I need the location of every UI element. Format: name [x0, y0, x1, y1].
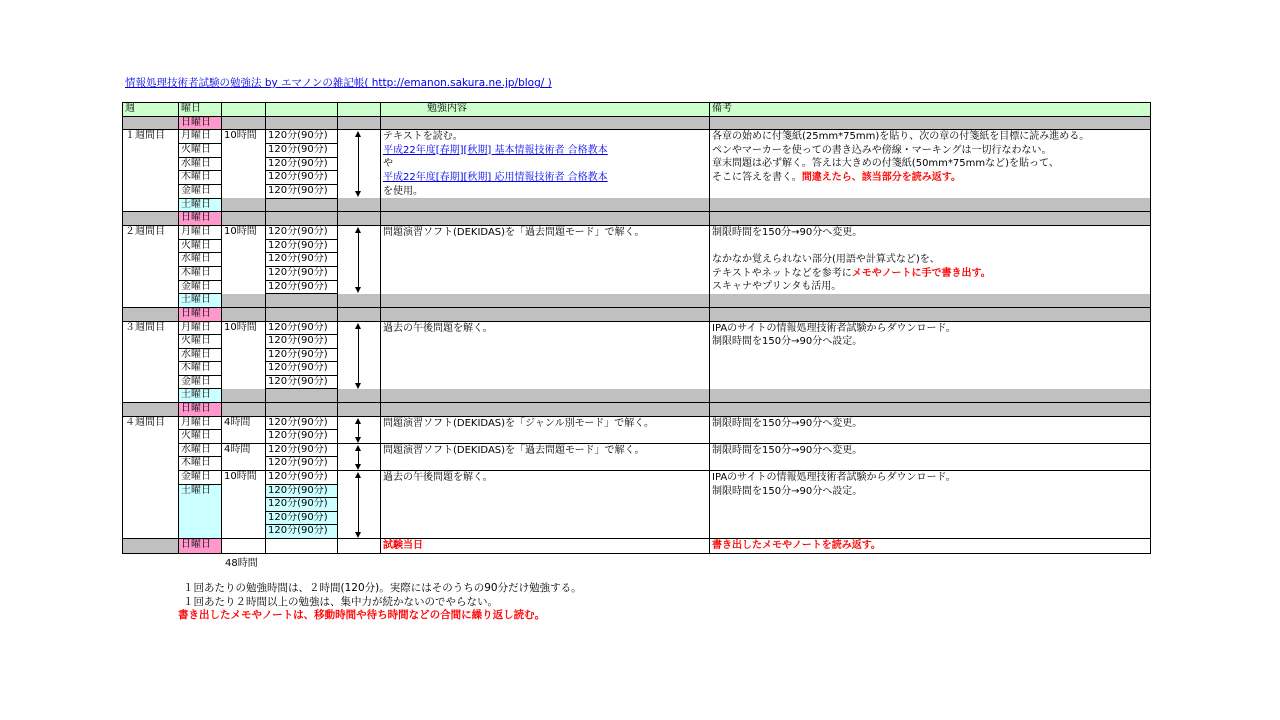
text-segment: メモやノートに手で書き出す。	[851, 267, 991, 279]
time-cell: 120分(90分)	[266, 321, 338, 335]
hours-cell: 10時間	[222, 225, 266, 293]
day-cell: 水曜日	[179, 348, 222, 362]
content-line: 過去の午後問題を解く。	[383, 322, 493, 334]
arrow-cell	[338, 225, 381, 293]
notes-blank	[710, 389, 1151, 403]
text-line	[712, 322, 1148, 336]
hours-cell: 4時間	[222, 443, 266, 470]
content-blank	[381, 307, 710, 321]
time-cell: 120分(90分)	[266, 362, 338, 376]
header-day: 曜日	[179, 103, 222, 117]
day-cell-saturday: 土曜日	[179, 198, 222, 212]
time-cell: 120分(90分)	[266, 143, 338, 157]
hours-blank	[222, 294, 266, 308]
time-blank	[266, 198, 338, 212]
time-cell: 120分(90分)	[266, 130, 338, 144]
day-cell-saturday: 土曜日	[179, 484, 222, 538]
header-time	[266, 103, 338, 117]
double-arrow-icon	[355, 418, 362, 443]
saturday-row	[123, 294, 1151, 308]
arrow-blank	[338, 307, 381, 321]
hours-cell: 4時間	[222, 416, 266, 443]
content-blank	[381, 294, 710, 308]
exam-day-content	[381, 539, 710, 554]
day-cell: 火曜日	[179, 143, 222, 157]
sunday-row	[123, 212, 1151, 226]
text-segment: 章末問題は必ず解く。答えは大きめの付箋紙(50mm*75mmなど)を貼って、	[712, 158, 1059, 170]
time-blank	[266, 539, 338, 554]
content-line: 問題演習ソフト(DEKIDAS)を「過去問題モード」で解く。	[383, 444, 645, 456]
day-cell-sunday: 日曜日	[179, 212, 222, 226]
hours-blank	[222, 389, 266, 403]
week-label: ３週間目	[123, 321, 179, 403]
exam-day-note: 書き出したメモやノートを読み返す。	[712, 540, 881, 551]
notes-cell	[710, 443, 1151, 470]
notes-blank	[710, 212, 1151, 226]
text-segment: テキストやネットなどを参考に	[712, 267, 852, 279]
day-cell: 火曜日	[179, 239, 222, 253]
content-blank	[381, 116, 710, 130]
content-line: を使用。	[383, 185, 423, 197]
text-line	[712, 280, 1148, 294]
footnote-2: １回あたり２時間以上の勉強は、集中力が続かないのでやらない。	[183, 596, 498, 608]
time-cell: 120分(90分)	[266, 443, 338, 457]
arrow-shaft	[358, 423, 359, 438]
header-content: 勉強内容	[381, 103, 710, 117]
arrow-down-head	[355, 191, 361, 197]
notes-blank	[710, 307, 1151, 321]
notes-cell	[710, 130, 1151, 198]
arrow-shaft	[358, 136, 359, 192]
day-cell-sunday: 日曜日	[179, 116, 222, 130]
day-cell-sunday: 日曜日	[179, 307, 222, 321]
week-label-blank	[123, 403, 179, 417]
notes-blank	[710, 116, 1151, 130]
notes-cell	[710, 471, 1151, 539]
day-cell: 金曜日	[179, 184, 222, 198]
time-cell: 120分(90分)	[266, 239, 338, 253]
time-cell: 120分(90分)	[266, 457, 338, 471]
content-blank	[381, 403, 710, 417]
week-label-blank	[123, 307, 179, 321]
weekday-row	[123, 130, 1151, 144]
day-cell: 月曜日	[179, 225, 222, 239]
double-arrow-icon	[355, 472, 362, 538]
study-content	[381, 471, 710, 539]
week-label-blank	[123, 116, 179, 130]
hours-blank	[222, 403, 266, 417]
arrow-blank	[338, 403, 381, 417]
day-cell: 水曜日	[179, 443, 222, 457]
time-cell: 120分(90分)	[266, 266, 338, 280]
arrow-down-head	[355, 464, 361, 470]
time-cell: 120分(90分)	[266, 525, 338, 539]
notes-cell	[710, 225, 1151, 293]
note-line: IPAのサイトの情報処理技術者試験からダウンロード。	[712, 472, 956, 484]
notes-cell	[710, 321, 1151, 389]
header-notes: 備考	[710, 103, 1151, 117]
study-content	[381, 321, 710, 389]
note-line: 制限時間を150分→90分へ変更。	[712, 444, 863, 456]
weekday-row	[123, 225, 1151, 239]
book-link[interactable]: 平成22年度[春期][秋期] 基本情報技術者 合格教本	[383, 144, 608, 156]
day-cell: 水曜日	[179, 253, 222, 267]
time-cell: 120分(90分)	[266, 225, 338, 239]
arrow-blank	[338, 212, 381, 226]
day-cell: 月曜日	[179, 321, 222, 335]
time-cell: 120分(90分)	[266, 484, 338, 498]
day-cell: 水曜日	[179, 157, 222, 171]
content-line: 問題演習ソフト(DEKIDAS)を「ジャンル別モード」で解く。	[383, 417, 654, 429]
hours-cell: 10時間	[222, 471, 266, 539]
day-cell-sunday: 日曜日	[179, 539, 222, 554]
week-label-blank	[123, 539, 179, 554]
hours-blank	[222, 116, 266, 130]
double-arrow-icon	[355, 227, 362, 293]
study-content	[381, 443, 710, 470]
day-cell: 金曜日	[179, 375, 222, 389]
text-line	[712, 239, 1148, 253]
day-cell: 木曜日	[179, 457, 222, 471]
day-cell-saturday: 土曜日	[179, 294, 222, 308]
blog-title-link[interactable]: 情報処理技術者試験の勉強法 by エマノンの雑記帳( http://emanon.sakura.ne.jp/blog/ )	[125, 77, 552, 89]
time-cell: 120分(90分)	[266, 280, 338, 294]
time-cell: 120分(90分)	[266, 498, 338, 512]
text-segment: ペンやマーカーを使っての書き込みや傍線・マーキングは一切行なわない。	[712, 144, 1052, 156]
arrow-cell	[338, 443, 381, 470]
weekday-row	[123, 416, 1151, 430]
arrow-blank	[338, 539, 381, 554]
text-line	[712, 267, 1148, 281]
week-label-blank	[123, 212, 179, 226]
text-line	[712, 226, 1148, 240]
hours-cell: 10時間	[222, 130, 266, 198]
table-header-row	[123, 103, 1151, 117]
content-blank	[381, 198, 710, 212]
time-cell: 120分(90分)	[266, 184, 338, 198]
day-cell-sunday: 日曜日	[179, 403, 222, 417]
text-line	[712, 157, 1148, 171]
total-hours: 48時間	[225, 558, 258, 569]
day-cell: 月曜日	[179, 416, 222, 430]
time-cell: 120分(90分)	[266, 511, 338, 525]
weekday-row	[123, 471, 1151, 485]
day-cell-saturday: 土曜日	[179, 389, 222, 403]
text-segment: なかなか覚えられない部分(用語や計算式など)を、	[712, 254, 940, 266]
week-label: ４週間目	[123, 416, 179, 538]
content-line: 過去の午後問題を解く。	[383, 472, 493, 484]
time-cell: 120分(90分)	[266, 157, 338, 171]
arrow-down-head	[355, 383, 361, 389]
exam-day-notes	[710, 539, 1151, 554]
text-segment: IPAのサイトの情報処理技術者試験からダウンロード。	[712, 322, 956, 334]
study-content	[381, 225, 710, 293]
double-arrow-icon	[355, 131, 362, 197]
arrow-shaft	[358, 232, 359, 288]
time-cell: 120分(90分)	[266, 375, 338, 389]
content-blank	[381, 389, 710, 403]
notes-cell	[710, 416, 1151, 443]
day-cell: 金曜日	[179, 471, 222, 485]
arrow-shaft	[358, 328, 359, 384]
header-arrow	[338, 103, 381, 117]
time-blank	[266, 294, 338, 308]
hours-blank	[222, 198, 266, 212]
time-blank	[266, 307, 338, 321]
hours-cell: 10時間	[222, 321, 266, 389]
content-line: 問題演習ソフト(DEKIDAS)を「過去問題モード」で解く。	[383, 226, 645, 238]
notes-blank	[710, 294, 1151, 308]
footnote-3: 書き出したメモやノートは、移動時間や待ち時間などの合間に繰り返し読む。	[178, 609, 546, 621]
arrow-down-head	[355, 437, 361, 443]
arrow-shaft	[358, 477, 359, 533]
exam-day-label: 試験当日	[383, 540, 423, 551]
day-cell: 火曜日	[179, 335, 222, 349]
notes-blank	[710, 403, 1151, 417]
footnote-1: １回あたりの勉強時間は、２時間(120分)。実際にはそのうちの90分だけ勉強する。	[183, 582, 582, 594]
note-line: 制限時間を150分→90分へ変更。	[712, 417, 863, 429]
header-week: 週	[123, 103, 179, 117]
double-arrow-icon	[355, 445, 362, 470]
arrow-blank	[338, 294, 381, 308]
sunday-row	[123, 307, 1151, 321]
arrow-down-head	[355, 287, 361, 293]
arrow-down-head	[355, 532, 361, 538]
arrow-cell	[338, 321, 381, 389]
time-blank	[266, 403, 338, 417]
content-line: や	[383, 158, 393, 170]
arrow-cell	[338, 416, 381, 443]
time-blank	[266, 116, 338, 130]
double-arrow-icon	[355, 323, 362, 389]
week-label: ２週間目	[123, 225, 179, 307]
weekday-row	[123, 321, 1151, 335]
text-segment: そこに答えを書く。	[712, 171, 802, 183]
day-cell: 金曜日	[179, 280, 222, 294]
study-content	[381, 416, 710, 443]
text-segment: スキャナやプリンタも活用。	[712, 281, 842, 293]
time-cell: 120分(90分)	[266, 416, 338, 430]
text-line	[712, 335, 1148, 349]
weekday-row	[123, 443, 1151, 457]
hours-blank	[222, 307, 266, 321]
text-segment: 制限時間を150分→90分へ設定。	[712, 336, 863, 348]
day-cell: 月曜日	[179, 130, 222, 144]
text-line	[712, 171, 1148, 185]
time-blank	[266, 212, 338, 226]
sunday-row	[123, 403, 1151, 417]
time-cell: 120分(90分)	[266, 348, 338, 362]
time-cell: 120分(90分)	[266, 335, 338, 349]
text-line	[712, 144, 1148, 158]
arrow-cell	[338, 130, 381, 198]
hours-blank	[222, 212, 266, 226]
content-blank	[381, 212, 710, 226]
saturday-row	[123, 389, 1151, 403]
exam-day-row	[123, 539, 1151, 554]
arrow-blank	[338, 198, 381, 212]
sunday-row	[123, 116, 1151, 130]
book-link[interactable]: 平成22年度[春期][秋期] 応用情報技術者 合格教本	[383, 171, 608, 183]
note-line: 制限時間を150分→90分へ設定。	[712, 485, 863, 497]
arrow-shaft	[358, 450, 359, 465]
header-hours	[222, 103, 266, 117]
day-cell: 木曜日	[179, 171, 222, 185]
saturday-row	[123, 198, 1151, 212]
day-cell: 火曜日	[179, 430, 222, 444]
time-cell: 120分(90分)	[266, 471, 338, 485]
study-content	[381, 130, 710, 198]
content-line: テキストを読む。	[383, 131, 463, 143]
time-blank	[266, 389, 338, 403]
hours-blank	[222, 539, 266, 554]
time-cell: 120分(90分)	[266, 171, 338, 185]
text-segment: 間違えたら、該当部分を読み返す。	[801, 171, 962, 183]
arrow-blank	[338, 389, 381, 403]
text-segment: 制限時間を150分→90分へ変更。	[712, 226, 863, 238]
study-schedule-table	[122, 102, 1151, 554]
text-line	[712, 130, 1148, 144]
time-cell: 120分(90分)	[266, 430, 338, 444]
day-cell: 木曜日	[179, 266, 222, 280]
arrow-cell	[338, 471, 381, 539]
week-label: １週間目	[123, 130, 179, 212]
text-line	[712, 253, 1148, 267]
time-cell: 120分(90分)	[266, 253, 338, 267]
text-segment: 各章の始めに付箋紙(25mm*75mm)を貼り、次の章の付箋紙を目標に読み進める。	[712, 131, 1090, 143]
notes-blank	[710, 198, 1151, 212]
day-cell: 木曜日	[179, 362, 222, 376]
arrow-blank	[338, 116, 381, 130]
